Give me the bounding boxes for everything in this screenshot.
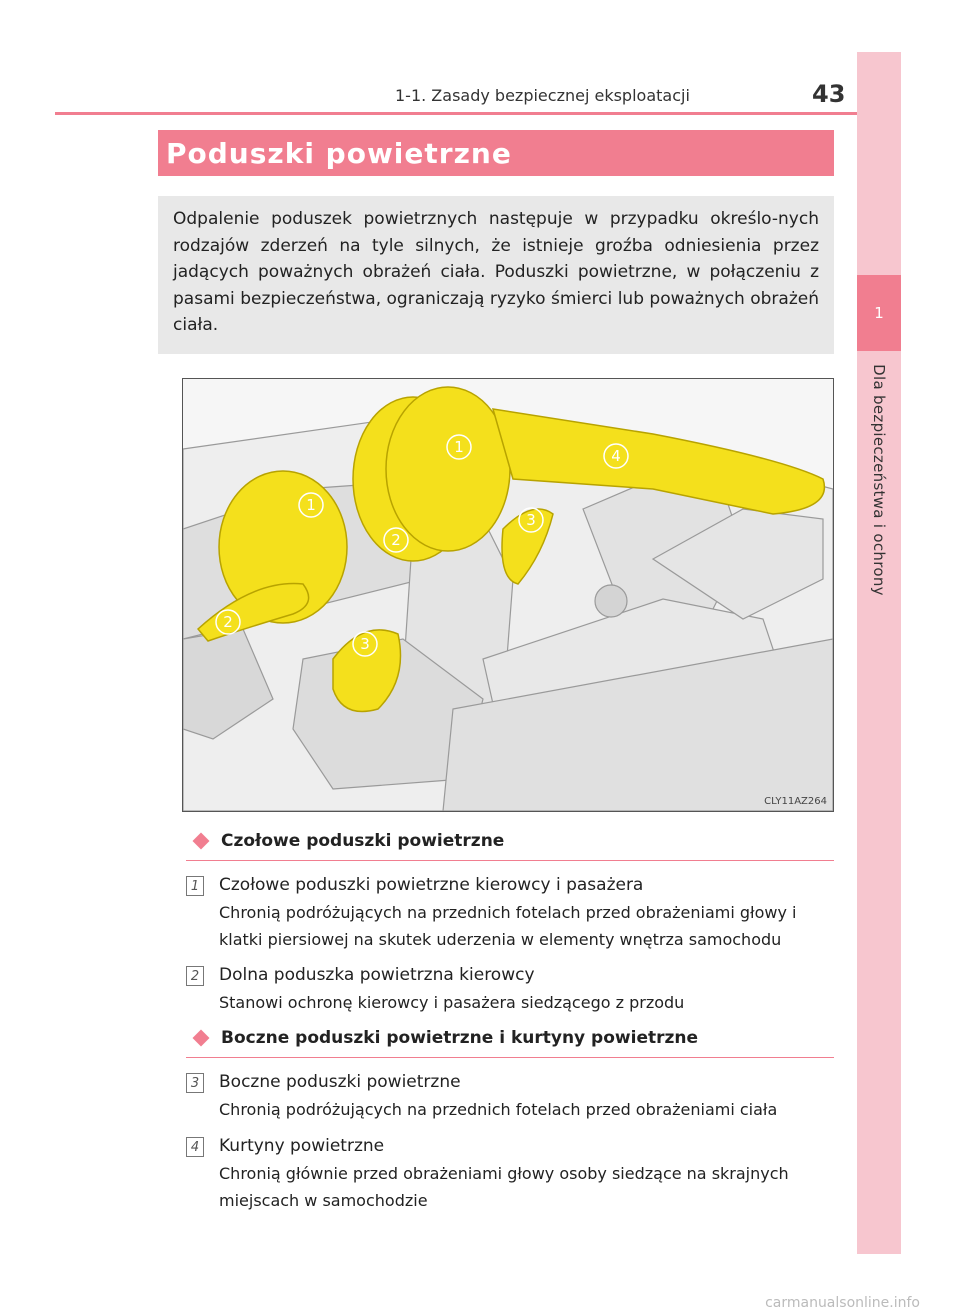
diamond-icon bbox=[193, 833, 210, 850]
item-number-badge: 1 bbox=[186, 876, 204, 896]
item-description: Stanowi ochronę kierowcy i pasażera siedzącego z przodu bbox=[219, 993, 685, 1012]
item-title: Dolna poduszka powietrzna kierowcy bbox=[219, 965, 535, 985]
item-title: Czołowe poduszki powietrzne kierowcy i pasażera bbox=[219, 875, 644, 895]
page-number: 43 bbox=[812, 80, 846, 108]
chapter-title: Dla bezpieczeństwa i ochrony bbox=[870, 364, 888, 596]
section-heading-front bbox=[193, 831, 504, 851]
header-rule bbox=[55, 112, 857, 115]
intro-text: Odpalenie poduszek powietrznych następuje w przypadku określo-nych rodzajów zderzeń na tyle silnych, że istnieje groźba odniesienia przez jadących poważnych obrażeń ciała. Poduszki powietrzne, w połączeniu z pasami bezpieczeństwa, ograniczają ryzyko śmierci lub poważnych obrażeń ciała. bbox=[173, 209, 819, 335]
section-rule bbox=[186, 860, 834, 861]
svg-text:2: 2 bbox=[223, 613, 233, 631]
svg-text:1: 1 bbox=[454, 438, 464, 456]
item-number-badge: 4 bbox=[186, 1137, 204, 1157]
item-number-badge: 3 bbox=[186, 1073, 204, 1093]
item-description: Chronią głównie przed obrażeniami głowy osoby siedzące na skrajnych miejscach w samochodzie bbox=[219, 1164, 789, 1210]
page-title: Poduszki powietrzne bbox=[166, 136, 512, 170]
section-rule bbox=[186, 1057, 834, 1058]
passenger-front-airbag bbox=[386, 387, 510, 551]
item-number-badge: 2 bbox=[186, 966, 204, 986]
item-title: Boczne poduszki powietrzne bbox=[219, 1072, 461, 1092]
intro-box bbox=[158, 196, 834, 354]
section-heading-text: Boczne poduszki powietrzne i kurtyny powietrzne bbox=[221, 1028, 699, 1048]
page-title-banner bbox=[158, 130, 834, 176]
chapter-number-tab[interactable]: 1 bbox=[857, 275, 901, 351]
figure-code: CLY11AZ264 bbox=[764, 796, 827, 807]
item-description: Chronią podróżujących na przednich fotelach przed obrażeniami ciała bbox=[219, 1100, 778, 1119]
diamond-icon bbox=[193, 1030, 210, 1047]
svg-text:2: 2 bbox=[391, 531, 401, 549]
svg-text:4: 4 bbox=[611, 447, 621, 465]
section-heading-text: Czołowe poduszki powietrzne bbox=[221, 831, 505, 851]
section-heading-side bbox=[193, 1028, 698, 1048]
svg-text:3: 3 bbox=[526, 511, 536, 529]
svg-text:3: 3 bbox=[360, 635, 370, 653]
item-title: Kurtyny powietrzne bbox=[219, 1136, 385, 1156]
watermark: carmanualsonline.info bbox=[765, 1295, 920, 1311]
chapter-sidebar bbox=[857, 52, 901, 1254]
item-description: Chronią podróżujących na przednich fotelach przed obrażeniami głowy i klatki piersiowej na skutek uderzenia w elementy wnętrza samochodu bbox=[219, 903, 797, 949]
car-interior-drawing bbox=[183, 379, 833, 811]
airbag-illustration bbox=[182, 378, 834, 812]
svg-text:1: 1 bbox=[306, 496, 316, 514]
running-header-section: 1-1. Zasady bezpiecznej eksploatacji bbox=[395, 86, 690, 105]
